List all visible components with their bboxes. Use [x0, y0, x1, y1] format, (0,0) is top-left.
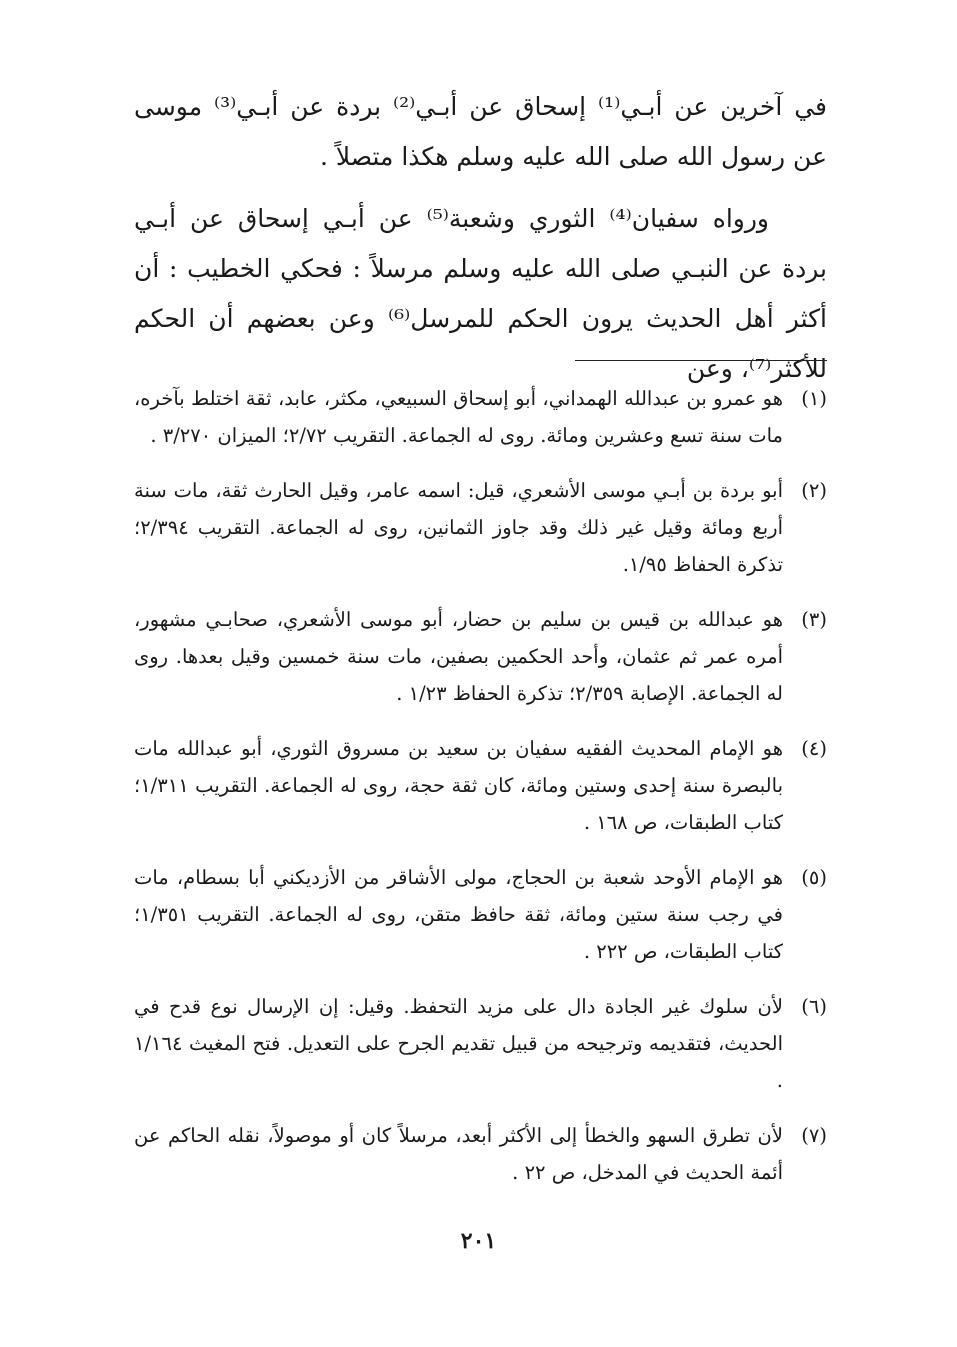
- footnote-separator: [575, 360, 827, 361]
- footnote-text: أبو بردة بن أبـي موسى الأشعري، قيل: اسمه عامر، وقيل الحارث ثقة، مات سنة أربع ومائة وقيل غير ذلك وقد جاوز الثمانين، روى له الجماعة. التقريب ٢/٣٩٤؛ تذكرة الحفاظ ١/٩٥.: [134, 479, 783, 576]
- footnote-item: [134, 601, 827, 712]
- footnote-item: [134, 730, 827, 841]
- footnote-number: (٧): [801, 1124, 827, 1147]
- main-paragraph: ورواه سفيان⁽⁴⁾ الثوري وشعبة⁽⁵⁾ عن أبـي إسحاق عن أبـي بردة عن النبـي صلى الله عليه وسلم مرسلاً : فحكي الخطيب : أن أكثر أهل الحديث يرون الحكم للمرسل⁽⁶⁾ وعن بعضهم أن الحكم للأكثر⁽⁷⁾، وعن: [134, 204, 827, 383]
- footnote-number: (١): [801, 387, 827, 410]
- footnote-number: (٦): [801, 995, 827, 1018]
- main-paragraph: في آخرين عن أبـي⁽¹⁾ إسحاق عن أبـي⁽²⁾ بردة عن أبـي⁽³⁾ موسى عن رسول الله صلى الله عليه وسلم هكذا متصلاً .: [134, 92, 827, 171]
- footnote-item: [134, 380, 827, 454]
- footnote-text: هو الإمام الأوحد شعبة بن الحجاج، مولى الأشاقر من الأزديكني أبا بسطام، مات في رجب سنة ستين ومائة، ثقة حافظ متقن، روى له الجماعة. التقريب ١/٣٥١؛ كتاب الطبقات، ص ٢٢٢ .: [134, 866, 783, 963]
- footnote-text: لأن تطرق السهو والخطأ إلى الأكثر أبعد، مرسلاً كان أو موصولاً، نقله الحاكم عن أئمة الحديث في المدخل، ص ٢٢ .: [134, 1124, 783, 1184]
- page-number: ٢٠١: [460, 1228, 497, 1254]
- footnote-text: لأن سلوك غير الجادة دال على مزيد التحفظ. وقيل: إن الإرسال نوع قدح في الحديث، فتقديمه وترجيحه من قبيل تقديم الجرح على التعديل. فتح المغيث ١/١٦٤ .: [134, 995, 783, 1092]
- footnote-text: هو عمرو بن عبدالله الهمداني، أبو إسحاق السبيعي، مكثر، عابد، ثقة اختلط بآخره، مات سنة تسع وعشرين ومائة. روى له الجماعة. التقريب ٢/٧٢؛ الميزان ٣/٢٧٠ .: [134, 387, 783, 447]
- footnote-text: هو الإمام المحديث الفقيه سفيان بن سعيد بن مسروق الثوري، أبو عبدالله مات بالبصرة سنة إحدى وستين ومائة، كان ثقة حجة، روى له الجماعة. التقريب ١/٣١١؛ كتاب الطبقات، ص ١٦٨ .: [134, 737, 783, 834]
- footnote-item: [134, 1117, 827, 1191]
- footnote-number: (٥): [801, 866, 827, 889]
- footnote-item: [134, 988, 827, 1099]
- footnote-number: (٤): [801, 737, 827, 760]
- footnote-item: [134, 472, 827, 583]
- footnote-number: (٣): [801, 608, 827, 631]
- main-text: [134, 82, 827, 406]
- footnote-number: (٢): [801, 479, 827, 502]
- footnote-text: هو عبدالله بن قيس بن سليم بن حضار، أبو موسى الأشعري، صحابـي مشهور، أمره عمر ثم عثمان، وأحد الحكمين بصفين، مات سنة خمسين وقيل بعدها. روى له الجماعة. الإصابة ٢/٣٥٩؛ تذكرة الحفاظ ١/٢٣ .: [134, 608, 783, 705]
- footnote-item: [134, 859, 827, 970]
- footnotes: [134, 380, 827, 1209]
